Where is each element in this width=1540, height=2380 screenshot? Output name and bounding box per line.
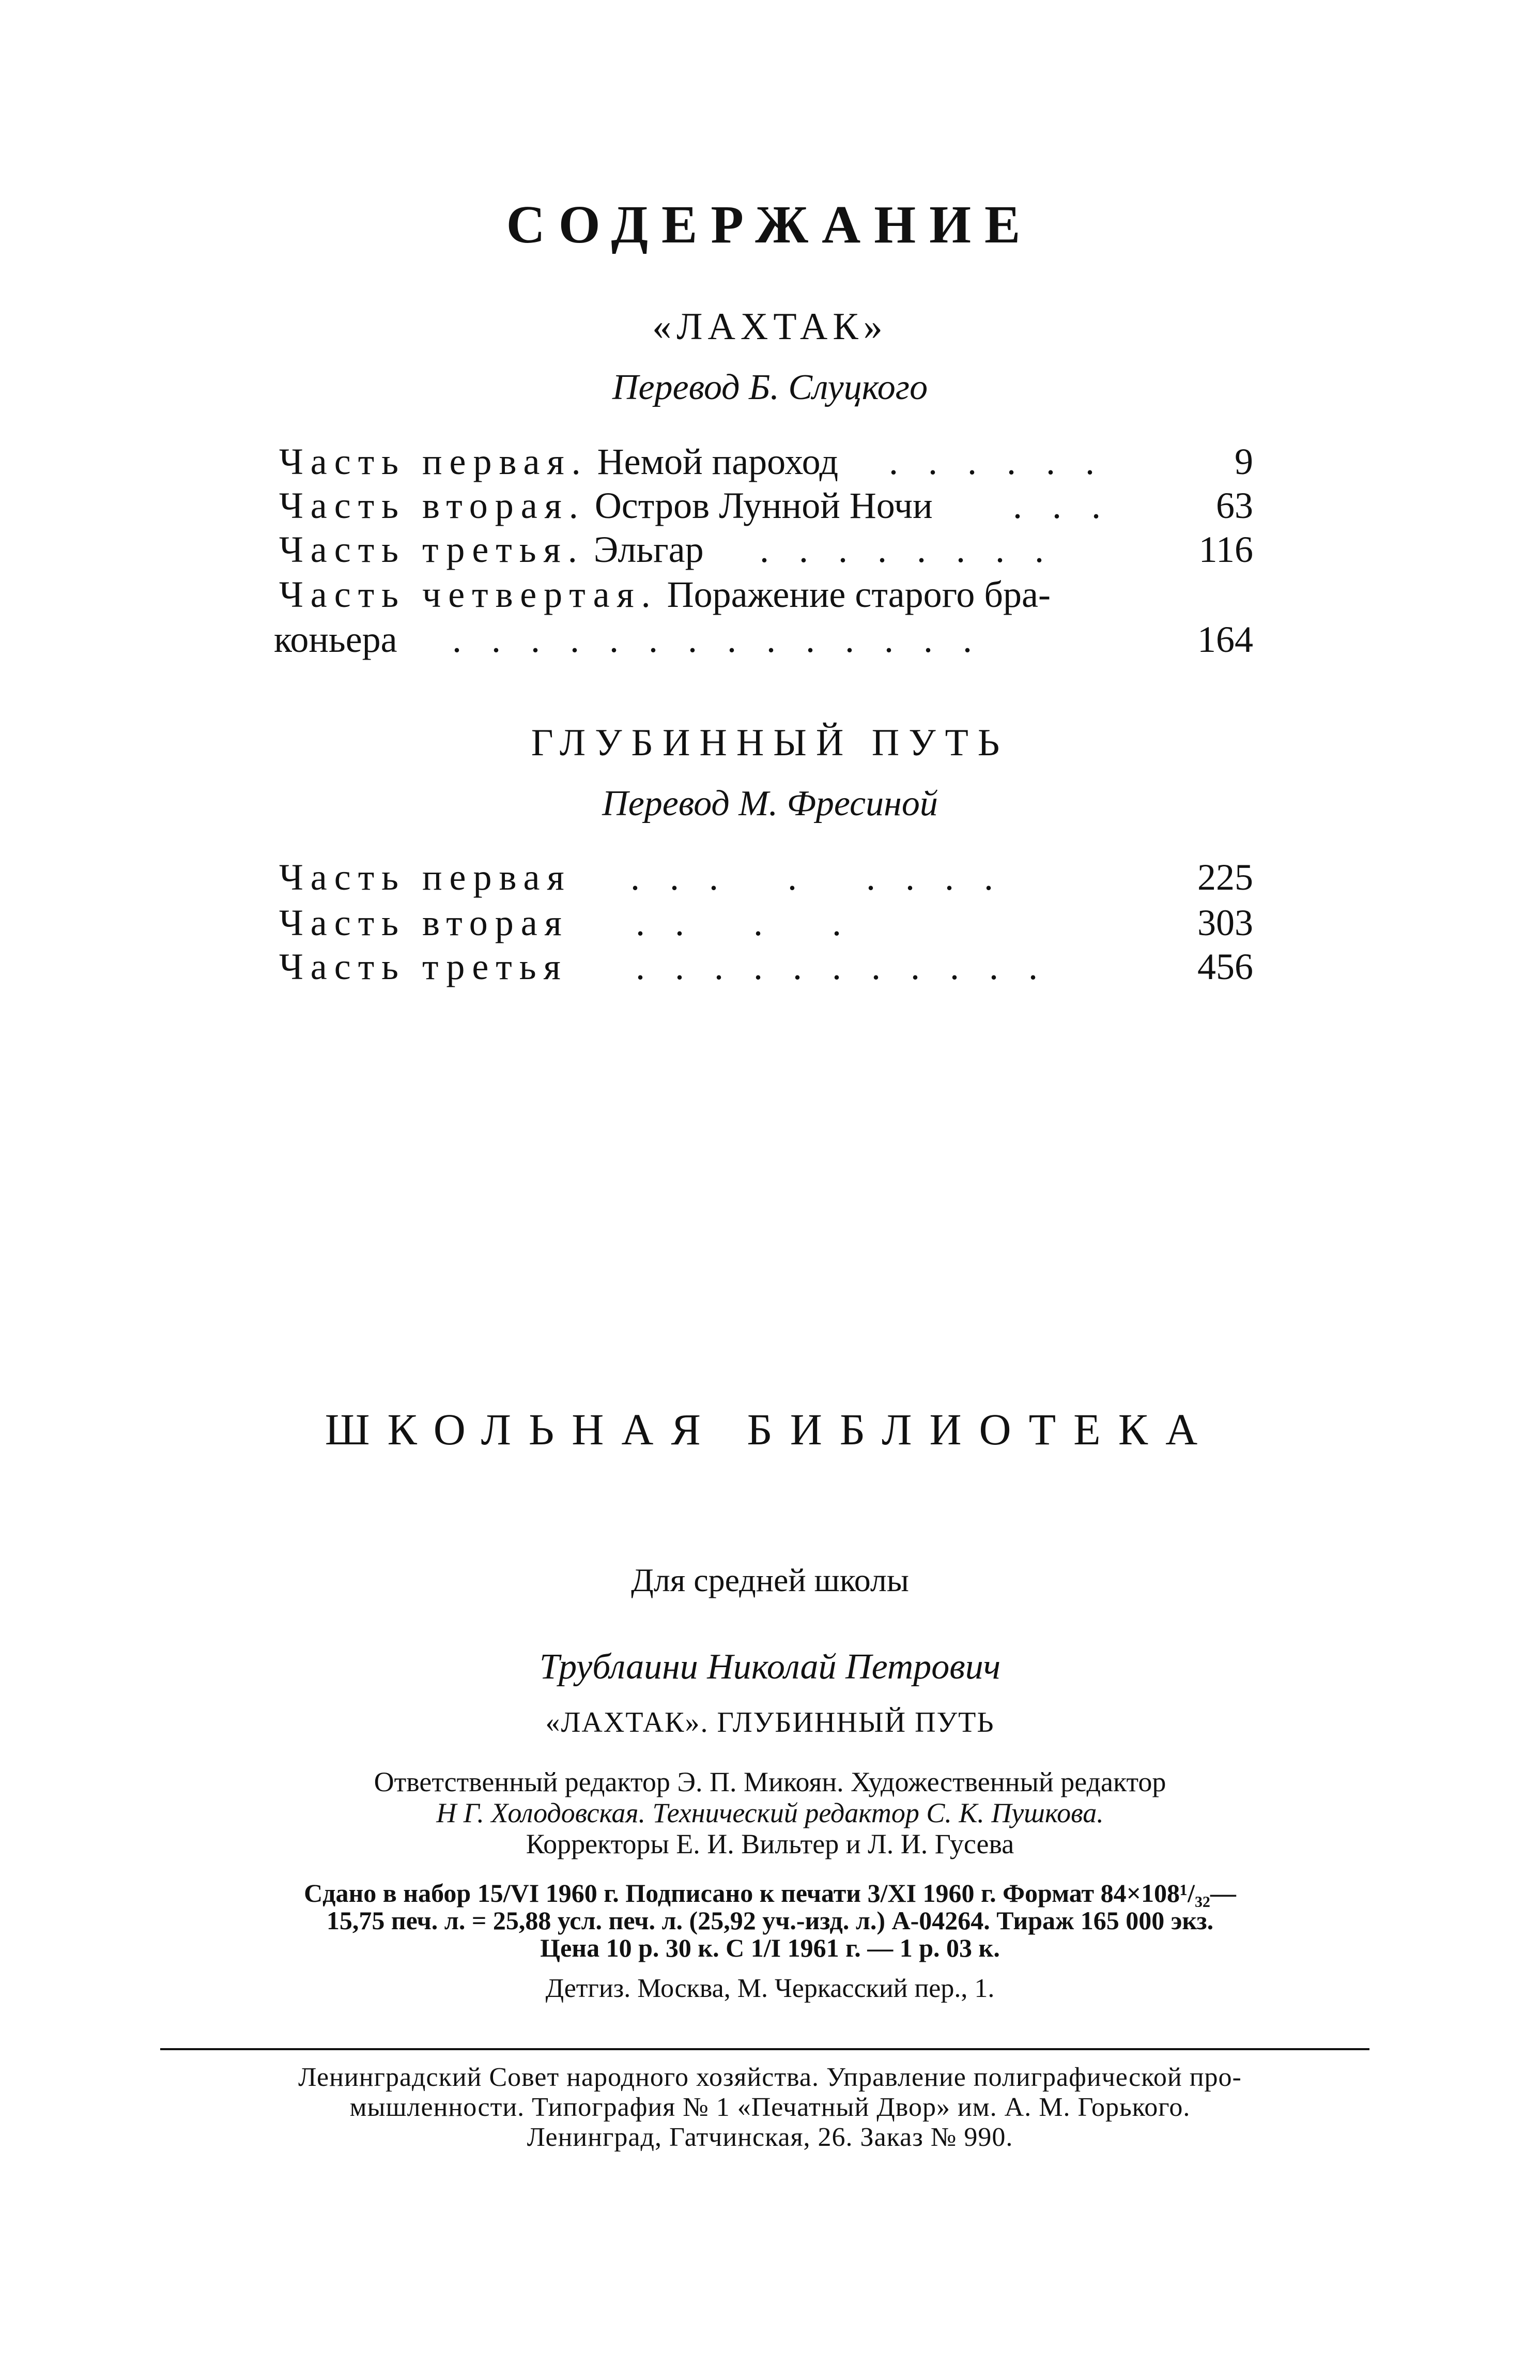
series-title: ШКОЛЬНАЯ БИБЛИОТЕКА — [325, 1405, 1215, 1454]
section-translator-glubinny-put: Перевод М. Фресиной — [602, 784, 938, 823]
toc-entry-dots: . . . . . . . . . . . — [636, 946, 1048, 987]
toc-entry-label: Часть первая — [279, 857, 572, 898]
editors-line-3: Корректоры Е. И. Вильтер и Л. И. Гусева — [526, 1828, 1014, 1859]
toc-entry-dots: . . . — [1013, 485, 1111, 526]
book-titles: «ЛАХТАК». ГЛУБИННЫЙ ПУТЬ — [545, 1706, 995, 1738]
printer-line-3: Ленинград, Гатчинская, 26. Заказ № 990. — [527, 2123, 1013, 2152]
toc-entry-label: Часть третья — [279, 946, 568, 987]
toc-entry-label: Часть первая. Немой пароход — [279, 441, 839, 482]
author-name: Трублаини Николай Петрович — [539, 1647, 1001, 1687]
toc-entry — [279, 854, 1253, 901]
toc-entry-dots: . . . . . . . . . . . . . . — [452, 619, 982, 660]
toc-entry-page: 63 — [1216, 485, 1253, 526]
toc-entry — [279, 526, 1253, 573]
publisher-line: Детгиз. Москва, М. Черкасский пер., 1. — [545, 1974, 995, 2003]
printer-line-1: Ленинградский Совет народного хозяйства. Управление полиграфической про- — [298, 2063, 1242, 2092]
toc-entry-label: коньера — [274, 619, 397, 660]
toc-entry-dots: . . . . — [636, 902, 852, 943]
toc-entry-dots: . . . . . . . . — [760, 529, 1054, 570]
toc-entry-label: Часть третья. Эльгар — [279, 529, 704, 570]
toc-entry — [279, 899, 1253, 946]
print-info-line-2: 15,75 печ. л. = 25,88 усл. печ. л. (25,92 уч.-изд. л.) А-04264. Тираж 165 000 экз. — [326, 1906, 1214, 1935]
editors-line-2: Н Г. Холодовская. Технический редактор С. К. Пушкова. — [436, 1797, 1104, 1828]
toc-entry-page: 116 — [1198, 529, 1253, 570]
contents-heading: СОДЕРЖАНИЕ — [506, 195, 1034, 254]
section-title-glubinny-put: ГЛУБИННЫЙ ПУТЬ — [531, 722, 1009, 764]
toc-entry — [279, 571, 1253, 618]
divider-rule — [160, 2048, 1369, 2050]
print-info-line-3: Цена 10 р. 30 к. С 1/I 1961 г. — 1 р. 03 к. — [540, 1933, 1000, 1962]
toc-entry-dots: . . . . . . — [889, 441, 1105, 482]
toc-entry-label: Часть вторая. Остров Лунной Ночи — [279, 485, 933, 526]
toc-entry-page: 225 — [1197, 857, 1253, 898]
toc-entry-label: Часть четвертая. Поражение старого бра- — [279, 574, 1051, 615]
toc-entry-page: 164 — [1197, 619, 1253, 660]
audience-label: Для средней школы — [631, 1562, 909, 1598]
print-info-line-1: Сдано в набор 15/VI 1960 г. Подписано к печати 3/XI 1960 г. Формат 84×108¹/₃₂— — [304, 1879, 1236, 1908]
toc-entry — [279, 482, 1253, 529]
toc-entry — [276, 616, 1253, 663]
editors-line-1: Ответственный редактор Э. П. Микоян. Художественный редактор — [374, 1766, 1166, 1797]
section-translator-lakhtak: Перевод Б. Слуцкого — [612, 368, 928, 407]
toc-entry-page: 456 — [1197, 946, 1253, 987]
toc-entry — [279, 438, 1253, 485]
toc-entry — [279, 943, 1253, 990]
toc-entry-dots: . . . . . . . . — [630, 857, 1004, 898]
toc-entry-page: 303 — [1197, 902, 1253, 943]
section-title-lakhtak: «ЛАХТАК» — [652, 306, 888, 348]
printer-line-2: мышленности. Типография № 1 «Печатный Двор» им. А. М. Горького. — [349, 2093, 1191, 2122]
toc-entry-page: 9 — [1235, 441, 1253, 482]
toc-entry-label: Часть вторая — [279, 902, 569, 943]
